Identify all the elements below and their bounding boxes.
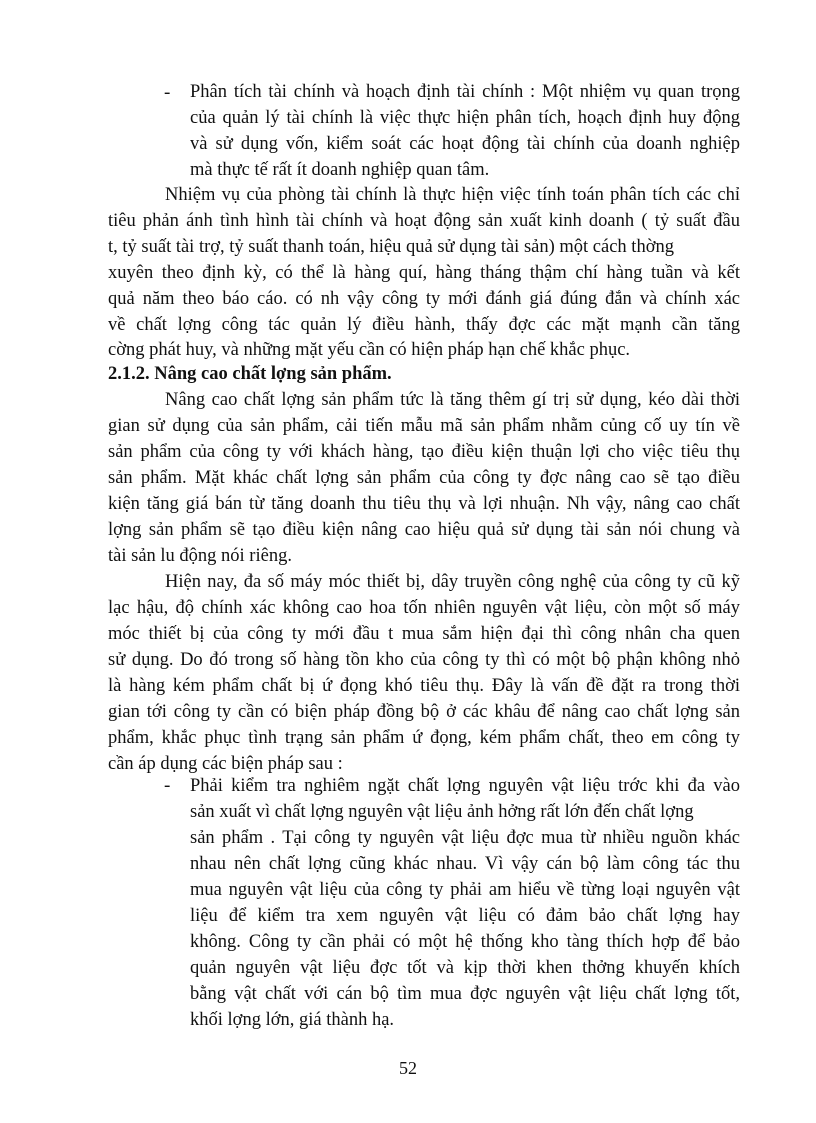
bullet2-line: quản nguyên vật liệu đợc tốt và kịp thời khen thởng khuyến khích: [190, 958, 740, 978]
para1-line: về chất lợng công tác quản lý điều hành, thấy đợc các mặt mạnh cần tăng: [108, 315, 740, 335]
bullet1-line: của quản lý tài chính là việc thực hiện phân tích, hoạch định huy động: [190, 108, 740, 128]
para1-line: Nhiệm vụ của phòng tài chính là thực hiện việc tính toán phân tích các chỉ: [165, 185, 740, 205]
bullet2-line: liệu để kiểm tra xem nguyên vật liệu có đảm bảo chất lợng hay: [190, 906, 740, 926]
para2-line: gian sử dụng của sản phẩm, cải tiến mẫu mã sản phẩm nhằm củng cố uy tín về: [108, 416, 740, 436]
bullet2-line: mua nguyên vật liệu của công ty phải am hiểu về từng loại nguyên vật: [190, 880, 740, 900]
bullet2-line: sản phẩm . Tại công ty nguyên vật liệu đợc mua từ nhiều nguồn khác: [190, 828, 740, 848]
para3-line: sử dụng. Do đó trong số hàng tồn kho của công ty thì có một bộ phận không nhỏ: [108, 650, 740, 670]
para3-line: móc thiết bị của công ty mới đầu t mua sắm hiện đại thì công nhân cha quen: [108, 624, 740, 644]
para1-line: tiêu phản ánh tình hình tài chính và hoạt động sản xuất kinh doanh ( tỷ suất đầu: [108, 211, 740, 231]
bullet2-line: nhau nên chất lợng cũng khác nhau. Vì vậy cán bộ làm công tác thu: [190, 854, 740, 874]
bullet2-line: sản xuất vì chất lợng nguyên vật liệu ảnh hởng rất lớn đến chất lợng: [190, 802, 694, 822]
para1-line: xuyên theo định kỳ, có thể là hàng quí, hàng tháng thậm chí hàng tuần và kết: [108, 263, 740, 283]
para3-line: cần áp dụng các biện pháp sau :: [108, 754, 343, 774]
para2-line: tài sản lu động nói riêng.: [108, 546, 292, 566]
para2-line: Nâng cao chất lợng sản phẩm tức là tăng thêm gí trị sử dụng, kéo dài thời: [165, 390, 740, 410]
bullet2-line: bằng vật chất với cán bộ tìm mua đợc nguyên vật liệu chất lợng tốt,: [190, 984, 740, 1004]
para2-line: kiện tăng giá bán từ tăng doanh thu tiêu thụ và lợi nhuận. Nh vậy, nâng cao chất: [108, 494, 740, 514]
bullet2-line: Phải kiểm tra nghiêm ngặt chất lợng nguyên vật liệu trớc khi đa vào: [190, 776, 740, 796]
bullet-dash: -: [164, 775, 171, 796]
bullet2-line: không. Công ty cần phải có một hệ thống kho tàng thích hợp để bảo: [190, 932, 740, 952]
bullet2-line: khối lợng lớn, giá thành hạ.: [190, 1010, 395, 1030]
para3-line: phẩm, khắc phục tình trạng sản phẩm ứ đọng, kém phẩm chất, theo em công ty: [108, 728, 740, 748]
bullet1-line: Phân tích tài chính và hoạch định tài chính : Một nhiệm vụ quan trọng: [190, 82, 740, 102]
para3-line: lạc hậu, độ chính xác không cao hoa tốn nhiên nguyên vật liệu, còn một số máy: [108, 598, 740, 618]
para1-line: quả năm theo báo cáo. có nh vậy công ty mới đánh giá đúng đắn và chính xác: [108, 289, 740, 309]
page-number: 52: [399, 1058, 417, 1078]
para3-line: là hàng kém phẩm chất bị ứ đọng khó tiêu thụ. Đây là vấn đề đặt ra trong thời: [108, 676, 740, 696]
section-heading: 2.1.2. Nâng cao chất lợng sản phẩm.: [108, 364, 392, 384]
bullet1-line: mà thực tế rất ít doanh nghiệp quan tâm.: [190, 160, 490, 180]
para2-line: sản phẩm. Mặt khác chất lợng sản phẩm của công ty đợc nâng cao sẽ tạo điều: [108, 468, 740, 488]
bullet1-line: và sử dụng vốn, kiểm soát các hoạt động tài chính của doanh nghiệp: [190, 134, 740, 154]
para2-line: lợng sản phẩm sẽ tạo điều kiện nâng cao hiệu quả sử dụng tài sản nói chung và: [108, 520, 740, 540]
para3-line: Hiện nay, đa số máy móc thiết bị, dây truyền công nghệ của công ty cũ kỹ: [165, 572, 740, 592]
para1-line: t, tỷ suất tài trợ, tỷ suất thanh toán, hiệu quả sử dụng tài sản) một cách thờng: [108, 237, 674, 257]
para3-line: gian tới công ty cần có biện pháp đồng bộ ở các khâu để nâng cao chất lợng sản: [108, 702, 740, 722]
bullet-dash: -: [164, 82, 171, 103]
para2-line: sản phẩm của công ty với khách hàng, tạo điều kiện thuận lợi cho việc tiêu thụ: [108, 442, 740, 462]
para1-line: cờng phát huy, và những mặt yếu cần có hiện pháp hạn chế khắc phục.: [108, 340, 631, 360]
